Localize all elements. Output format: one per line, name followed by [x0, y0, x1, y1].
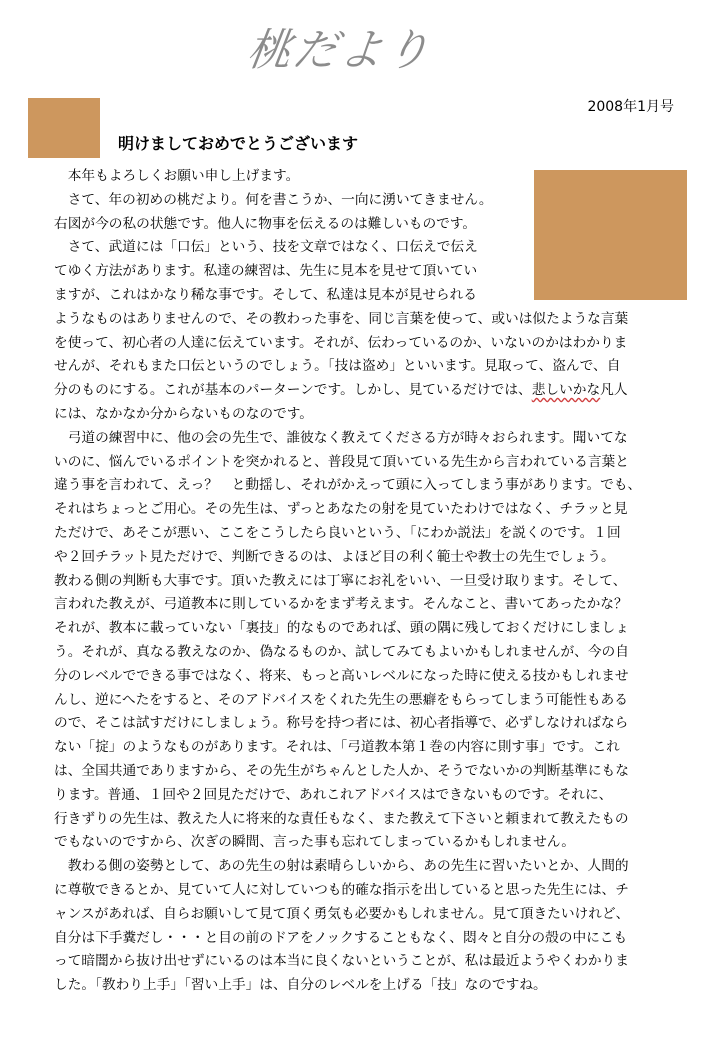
article-line: さて、年の初めの桃だより。何を書こうか、一向に湧いてきません。 [54, 191, 493, 208]
article-line: 右図が今の私の状態です。他人に物事を伝えるのは難しいものです。 [54, 215, 477, 232]
article-line: ります。普通、１回や２回見ただけで、あれこれアドバイスはできないものです。それに、 [54, 786, 613, 803]
article-line: には、なかなか分からないものなのです。 [54, 405, 313, 422]
article-line: ただけで、あそこが悪い、ここをこうしたら良いという、「にわか説法」を説くのです。１回 [54, 524, 621, 541]
issue-date: 2008年1月号 [587, 99, 674, 115]
article-line: ので、そこは試すだけにしましょう。称号を持つ者には、初心者指導で、必ずしなければなら [54, 715, 629, 732]
article-line: でもないのですから、次ぎの瞬間、言った事も忘れてしまっているかもしれません。 [54, 834, 575, 851]
article-line: う。それが、真なる教えなのか、偽なるものか、試してみてもよいかもしれませんが、今の自 [54, 643, 629, 660]
article-line: 言われた教えが、弓道教本に則しているかをまず考えます。そんなこと、書いてあったかな？ [54, 596, 628, 613]
article-line: それはちょっとご用心。その先生は、ずっとあなたの射を見ていたわけではなく、チラッと見 [54, 501, 628, 518]
article-line [54, 379, 686, 403]
article-line: を使って、初心者の人達に伝えています。それが、伝わっているのか、いないのかはわかりま [54, 334, 628, 351]
article-line: 違う事を言われて、えっ？ と動揺し、それがかえって頭に入ってしまう事があります。でも、 [54, 477, 642, 494]
article-line: せんが、それもまた口伝というのでしょう。「技は盗め」といいます。見取って、盗んで、自 [54, 358, 621, 375]
article-line: は、全国共通でありますから、その先生がちゃんとした人か、そうでないかの判断基準にもな [54, 762, 629, 779]
article-line: 本年もよろしくお願い申し上げます。 [54, 168, 300, 184]
newsletter-title: 桃だより [243, 25, 435, 76]
article-line: 自分は下手糞だし・・・と目の前のドアをノックすることもなく、悶々と自分の殻の中にこも [54, 929, 628, 946]
article-line: ますが、これはかなり稀な事です。そして、私達は見本が見せられる [54, 286, 477, 303]
article-line: さて、武道には「口伝」という、技を文章ではなく、口伝えで伝え [54, 239, 478, 256]
article-line: 弓道の練習中に、他の会の先生で、誰彼なく教えてくださる方が時々おられます。聞いてな [54, 429, 628, 446]
article-line: ない「掟」のようなものがあります。それは、「弓道教本第１巻の内容に則す事」です。これ [54, 739, 620, 756]
article-line: に尊敬できるとか、見ていて人に対していつも的確な指示を出していると思った先生には、チ [54, 881, 629, 898]
article-line: いのに、悩んでいるポイントを突かれると、普段見て頂いている先生から言われている言葉と [54, 453, 629, 470]
left-photo [28, 98, 100, 158]
article-line-part: 凡人 [600, 382, 628, 399]
article-line: した。「教わり上手」「習い上手」は、自分のレベルを上げる「技」なのですね。 [54, 977, 547, 994]
article-body [54, 165, 686, 998]
article-line: 教わる側の姿勢として、あの先生の射は素晴らしいから、あの先生に習いたいとか、人間的 [54, 858, 629, 875]
article-line: ャンスがあれば、自らお願いして見て頂く勇気も必要かもしれません。見て頂きたいけれど、 [54, 905, 630, 922]
article-line: てゆく方法があります。私達の練習は、先生に見本を見せて頂いてい [54, 263, 478, 280]
article-line-part: 分のものにする。これが基本のパーターンです。しかし、見ているだけでは、 [54, 382, 532, 399]
article-line: それが、教本に載っていない「裏技」的なものであれば、頭の隅に残しておくだけにしましょ [54, 620, 629, 637]
article-line: 行きずりの先生は、教えた人に将来的な責任もなく、また教えて下さいと頼まれて教えたもの [54, 810, 629, 827]
article-line: ようなものはありませんので、その教わった事を、同じ言葉を使って、或いは似たような言葉 [54, 310, 629, 327]
article-line: って暗闇から抜け出せずにいるのは本当に良くないということが、私は最近ようやくわかりま [54, 953, 629, 970]
article-line: 教わる側の判断も大事です。頂いた教えには丁寧にお礼をいい、一旦受け取ります。そして、 [54, 572, 627, 589]
article-line: 分のレベルでできる事ではなく、将来、もっと高いレベルになった時に使える技かもしれませ [54, 667, 629, 684]
article-line: んし、逆にへたをすると、そのアドバイスをくれた先生の悪癖をもらってしまう可能性もある [54, 691, 628, 708]
underlined-text: 悲しいかな [531, 382, 601, 399]
article-line: や２回チラット見ただけで、判断できるのは、よほど目の利く範士や教士の先生でしょう。 [54, 548, 615, 565]
greeting-heading: 明けましておめでとうございます [118, 134, 359, 153]
